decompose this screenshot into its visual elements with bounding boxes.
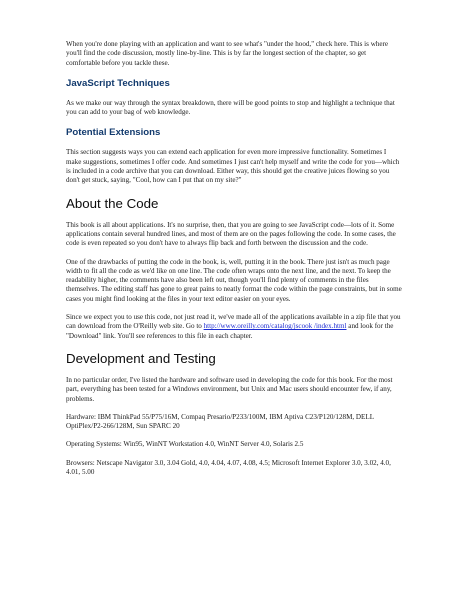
javascript-techniques-paragraph: As we make our way through the syntax breakdown, there will be good points to stop and highlight a technique that you can add to your bag of web knowledge.	[66, 98, 395, 117]
about-code-paragraph-1: This book is all about applications. It's no surprise, then, that you are going to see JavaScript code—lots of it. Some applications contain several hundred lines, and most of them are on the pages following the code. In some cases, the code is even repeated so you don't have to always flip back and forth between the discussion and the code.	[66, 220, 396, 248]
browsers-list: Browsers: Netscape Navigator 3.0, 3.04 Gold, 4.0, 4.04, 4.07, 4.08, 4.5; Microsoft Internet Explorer 3.0, 3.02, 4.0, 4.01, 5.00	[66, 458, 391, 477]
about-code-paragraph-2: One of the drawbacks of putting the code in the book, is, well, putting it in the book. There just isn't as much page width to fit all the code as we'd like on one line. The code often wraps onto the next line, and the next. To keep the readability higher, the comments have also been left out, though you'll find plenty of comments in the files themselves. The editing staff has gone to great pains to neatly format the code within the page constraints, but in some cases you might find looking at the files in your text editor easier on your eyes.	[66, 257, 402, 303]
heading-about-the-code: About the Code	[66, 195, 159, 211]
oreilly-download-link[interactable]: http://www.oreilly.com/catalog/jscook /index.html	[203, 322, 347, 331]
potential-extensions-paragraph: This section suggests ways you can extend each application for even more impressive functionality. Sometimes I make suggestions, sometimes I offer code. And sometimes I just can't help myself and write the code for you—which is included in a code archive that you can download. Either way, this should get the creative juices flowing so you don't get stuck, saying, "Cool, how can I put that on my site?"	[66, 148, 400, 185]
about-code-paragraph-3-after: and look for the "Download" link. You'll see references to this file in each chapter.	[66, 322, 394, 340]
operating-systems-list: Operating Systems: Win95, WinNT Workstation 4.0, WinNT Server 4.0, Solaris 2.5	[66, 440, 304, 449]
about-code-paragraph-3-before: Since we expect you to use this code, not just read it, we've made all of the applications available in a zip file that you can download from the O'Reilly web site. Go to	[66, 313, 401, 331]
heading-potential-extensions: Potential Extensions	[66, 127, 161, 139]
hardware-list: Hardware: IBM ThinkPad 55/P75/16M, Compaq Presario/P233/100M, IBM Aptiva C23/P120/128M, DELL OptiPlex/P2-266/128M, Sun SPARC 20	[66, 412, 374, 431]
intro-paragraph: When you're done playing with an application and want to see what's "under the hood," check here. This is where you'll find the code discussion, mostly line-by-line. This is by far the longest section of the chapter, so get comfortable before you tackle these.	[66, 40, 389, 67]
heading-development-and-testing: Development and Testing	[66, 350, 216, 366]
development-testing-paragraph: In no particular order, I've listed the hardware and software used in developing the code for this book. For the most part, everything has been tested for a Windows environment, but Unix and Mac users should encounter few, if any, problems.	[66, 375, 393, 403]
about-code-paragraph-3	[66, 313, 402, 341]
document-page	[66, 40, 402, 477]
heading-javascript-techniques: JavaScript Techniques	[66, 77, 170, 89]
